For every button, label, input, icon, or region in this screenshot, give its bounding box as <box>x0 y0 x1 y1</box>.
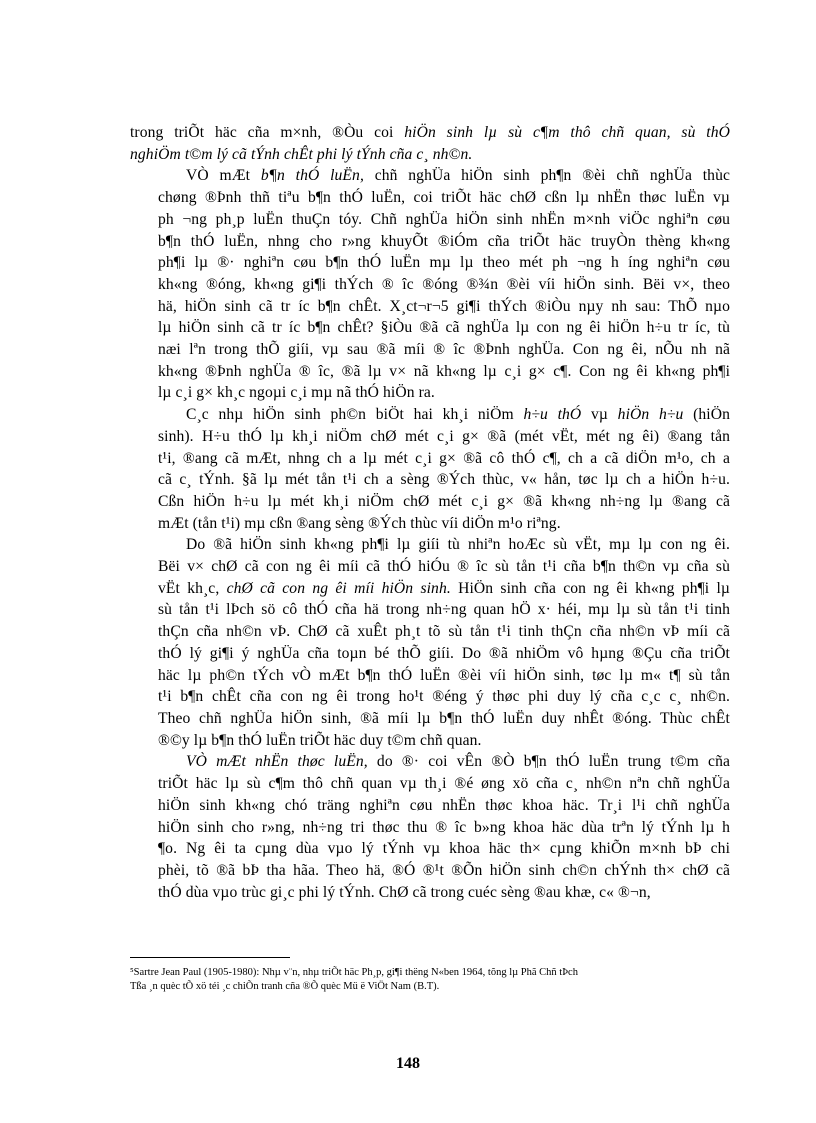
text-run: t¹i b¶n chÊt cña con ng êi trong ho¹t ®éng ý thøc phi duy lý cña c¸c c¸ nh©n. <box>158 688 730 706</box>
text-run: Theo chñ nghÜa hiÖn sinh, ®ã míi lµ b¶n thÓ luËn duy nhÊt ®óng. Thùc chÊt <box>158 709 730 727</box>
text-run: hiÖn sinh kh«ng chó träng nghiªn cøu nhËn thøc khoa häc. Tr¸i l¹i chñ nghÜa <box>158 796 730 814</box>
text-run: vµ <box>581 406 618 424</box>
footnote-separator <box>130 957 290 958</box>
italic-text: chØ cã con ng êi míi hiÖn sinh. <box>226 579 451 597</box>
paragraph <box>130 404 730 534</box>
text-run: thÓ dùa vµo trùc gi¸c phi lý tÝnh. ChØ cã trong cuéc sèng ®au khæ, c« ®¬n, <box>158 883 651 901</box>
text-run: trong triÕt häc cña m×nh, ®Òu coi <box>130 124 405 141</box>
text-line <box>130 404 730 426</box>
text-run: ¶o. Ng êi ta cµng dùa vµo lý tÝnh vµ khoa häc th× cµng khiÕn m×nh bÞ chi <box>158 840 730 858</box>
text-line <box>130 231 730 253</box>
paragraph <box>130 534 730 751</box>
text-line <box>130 882 730 904</box>
text-line <box>130 252 730 274</box>
text-line <box>130 317 730 339</box>
text-run: kh«ng ®Þnh nghÜa ® îc, ®ã lµ v× nã kh«ng lµ c¸i g× c¶. Con ng êi kh«ng ph¶i <box>158 362 730 380</box>
text-run: ®©y lµ b¶n thÓ luËn triÕt häc duy t©m chñ quan. <box>158 731 482 749</box>
paragraph <box>130 122 730 165</box>
text-line <box>130 122 730 144</box>
italic-text: VÒ mÆt nhËn thøc luËn, <box>186 753 368 771</box>
italic-text: b¶n thÓ luËn, <box>260 167 364 185</box>
text-run: phèi, tõ ®ã bÞ tha hãa. Theo hä, ®Ó ®¹t ®Õn hiÖn sinh ch©n chÝnh th× chØ cã <box>158 861 730 879</box>
text-run: cã c¸ tÝnh. §ã lµ mét tån t¹i ch a sèng ®Ých thùc, v« hån, tøc lµ ch a hiÖn h÷u. <box>158 471 730 489</box>
footnote <box>130 966 730 994</box>
text-run: Cßn hiÖn h÷u lµ mét kh¸i niÖm chØ mét c¸i g× ®ã kh«ng nh÷ng lµ ®ang cã <box>158 492 730 510</box>
text-run: (hiÖn <box>683 406 730 424</box>
italic-text: h÷u thÓ <box>523 406 582 424</box>
text-run: chøng ®Þnh thñ tiªu b¶n thÓ luËn, coi triÕt häc chØ cßn lµ nhËn thøc luËn vµ <box>158 189 730 207</box>
text-line <box>130 578 730 600</box>
text-run: hiÖn sinh cho r»ng, nh÷ng tri thøc thu ® îc b»ng khoa häc dùa trªn lý tÝnh lµ h <box>158 818 730 836</box>
text-line <box>130 513 730 535</box>
page-number: 148 <box>396 1055 420 1072</box>
text-line <box>130 144 730 166</box>
text-line <box>130 599 730 621</box>
italic-text: hiÖn sinh lµ sù c¶m thô chñ quan, sù thÓ <box>404 124 730 141</box>
text-run: t¹i, ®ang cã mÆt, nhng ch a lµ mét c¸i g× ®ã cô thÓ c¶, ch a cã diÖn m¹o, ch a <box>158 449 730 467</box>
text-run: sinh). H÷u thÓ lµ kh¸i niÖm chØ mét c¸i g× ®ã (mét vËt, mét ng êi) ®ang tån <box>158 427 730 445</box>
text-run: hä, hiÖn sinh cã tr íc b¶n chÊt. X¸ct¬r¬5 gi¶i thÝch ®iÒu nµy nh sau: ThÕ nµo <box>158 297 730 315</box>
text-run: vËt kh¸c, <box>158 579 227 597</box>
text-run: thÇn cña nh©n vÞ. ChØ cã xuÊt ph¸t tõ sù tån t¹i tinh thÇn cña nh©n vÞ míi cã <box>158 623 730 641</box>
text-run: do ®· coi vÊn ®Ò b¶n thÓ luËn trung t©m cña <box>367 753 731 771</box>
text-line <box>130 382 730 404</box>
text-run: Bëi v× chØ cã con ng êi míi cã thÓ hiÓu ® îc sù tån t¹i cña b¶n th©n vµ cña sù <box>158 558 730 576</box>
text-run: lµ c¸i g× kh¸c ngoµi c¸i mµ nã thÓ hiÖn ra. <box>158 384 435 402</box>
text-run: HiÖn sinh cña con ng êi kh«ng ph¶i lµ <box>450 579 730 597</box>
text-line <box>130 643 730 665</box>
text-line <box>130 665 730 687</box>
text-line <box>130 274 730 296</box>
text-run: C¸c nhµ hiÖn sinh ph©n biÖt hai kh¸i niÖm <box>186 406 524 424</box>
footnote-line: Tßa ¸n quèc tÕ xö téi ¸c chiÕn tranh cña ®Õ quèc Mü ë ViÖt Nam (B.T). <box>130 981 440 992</box>
text-line <box>130 838 730 860</box>
text-line <box>130 817 730 839</box>
text-run: kh«ng ®óng, kh«ng gi¶i thÝch ® îc ®óng ®¾n ®èi víi hiÖn sinh. Bëi v×, theo <box>158 275 730 293</box>
text-run: Do ®ã hiÖn sinh kh«ng ph¶i lµ giíi tù nhiªn hoÆc sù vËt, mµ lµ con ng êi. <box>186 536 730 554</box>
text-line <box>130 686 730 708</box>
text-run: mÆt (tån t¹i) mµ cßn ®ang sèng ®Ých thùc víi diÖn m¹o riªng. <box>158 514 561 532</box>
text-line <box>130 730 730 752</box>
text-line <box>130 556 730 578</box>
text-line <box>130 361 730 383</box>
footnote-line: ⁵Sartre Jean Paul (1905-1980): Nhµ v¨n, nhµ triÕt häc Ph¸p, gi¶i thëng N«ben 1964, tõng lµ Phã Chñ tÞch <box>130 967 578 978</box>
text-line <box>130 773 730 795</box>
text-run: häc lµ ph©n tÝch vÒ mÆt b¶n thÓ luËn ®èi víi hiÖn sinh, tøc lµ m« t¶ sù tån <box>158 666 730 684</box>
paragraph <box>130 751 730 903</box>
text-run: b¶n thÓ luËn, nhng cho r»ng khuyÕt ®iÓm cña triÕt häc truyÒn thèng kh«ng <box>158 232 730 250</box>
text-line <box>130 426 730 448</box>
text-line <box>130 621 730 643</box>
text-line <box>130 339 730 361</box>
text-line <box>130 209 730 231</box>
text-line <box>130 491 730 513</box>
text-run: næi lªn trong thÕ giíi, vµ sau ®ã míi ® îc ®Þnh nghÜa. Con ng êi, nÕu nh nã <box>158 341 730 359</box>
text-line <box>130 187 730 209</box>
text-run: chñ nghÜa hiÖn sinh ph¶n ®èi chñ nghÜa thùc <box>363 167 730 185</box>
text-run: thÓ lý gi¶i ý nghÜa cña toµn bé thÕ giíi. Do ®ã nhiÖm vô hµng ®Çu cña triÕt <box>158 644 730 662</box>
text-line <box>130 708 730 730</box>
text-line <box>130 469 730 491</box>
text-run: sù tån t¹i lÞch sö cô thÓ cña hä trong nh÷ng quan hÖ x· héi, mµ lµ sù tån t¹i tinh <box>158 601 730 619</box>
paragraph <box>130 165 730 404</box>
text-line <box>130 534 730 556</box>
text-line <box>130 448 730 470</box>
text-run: lµ hiÖn sinh cã tr íc b¶n chÊt? §iÒu ®ã cã nghÜa lµ con ng êi hiÖn h÷u tr íc, tù <box>158 319 730 337</box>
text-line <box>130 165 730 187</box>
text-run: ph ¬ng ph¸p luËn thuÇn tóy. Chñ nghÜa hiÖn sinh nhËn m×nh viÖc nghiªn cøu <box>158 210 730 228</box>
text-line <box>130 860 730 882</box>
text-line <box>130 751 730 773</box>
italic-text: nghiÖm t©m lý cã tÝnh chÊt phi lý tÝnh cña c¸ nh©n. <box>130 145 473 163</box>
text-run: triÕt häc lµ sù c¶m thô chñ quan vµ th¸i ®é øng xö cña c¸ nh©n nªn chñ nghÜa <box>158 775 730 793</box>
italic-text: hiÖn h÷u <box>617 406 684 424</box>
body-text <box>130 122 730 903</box>
text-line <box>130 795 730 817</box>
text-run: VÒ mÆt <box>186 167 261 185</box>
text-run: ph¶i lµ ®· nghiªn cøu b¶n thÓ luËn mµ lµ theo mét ph ¬ng h íng nghiªn cøu <box>158 254 730 272</box>
text-line <box>130 296 730 318</box>
